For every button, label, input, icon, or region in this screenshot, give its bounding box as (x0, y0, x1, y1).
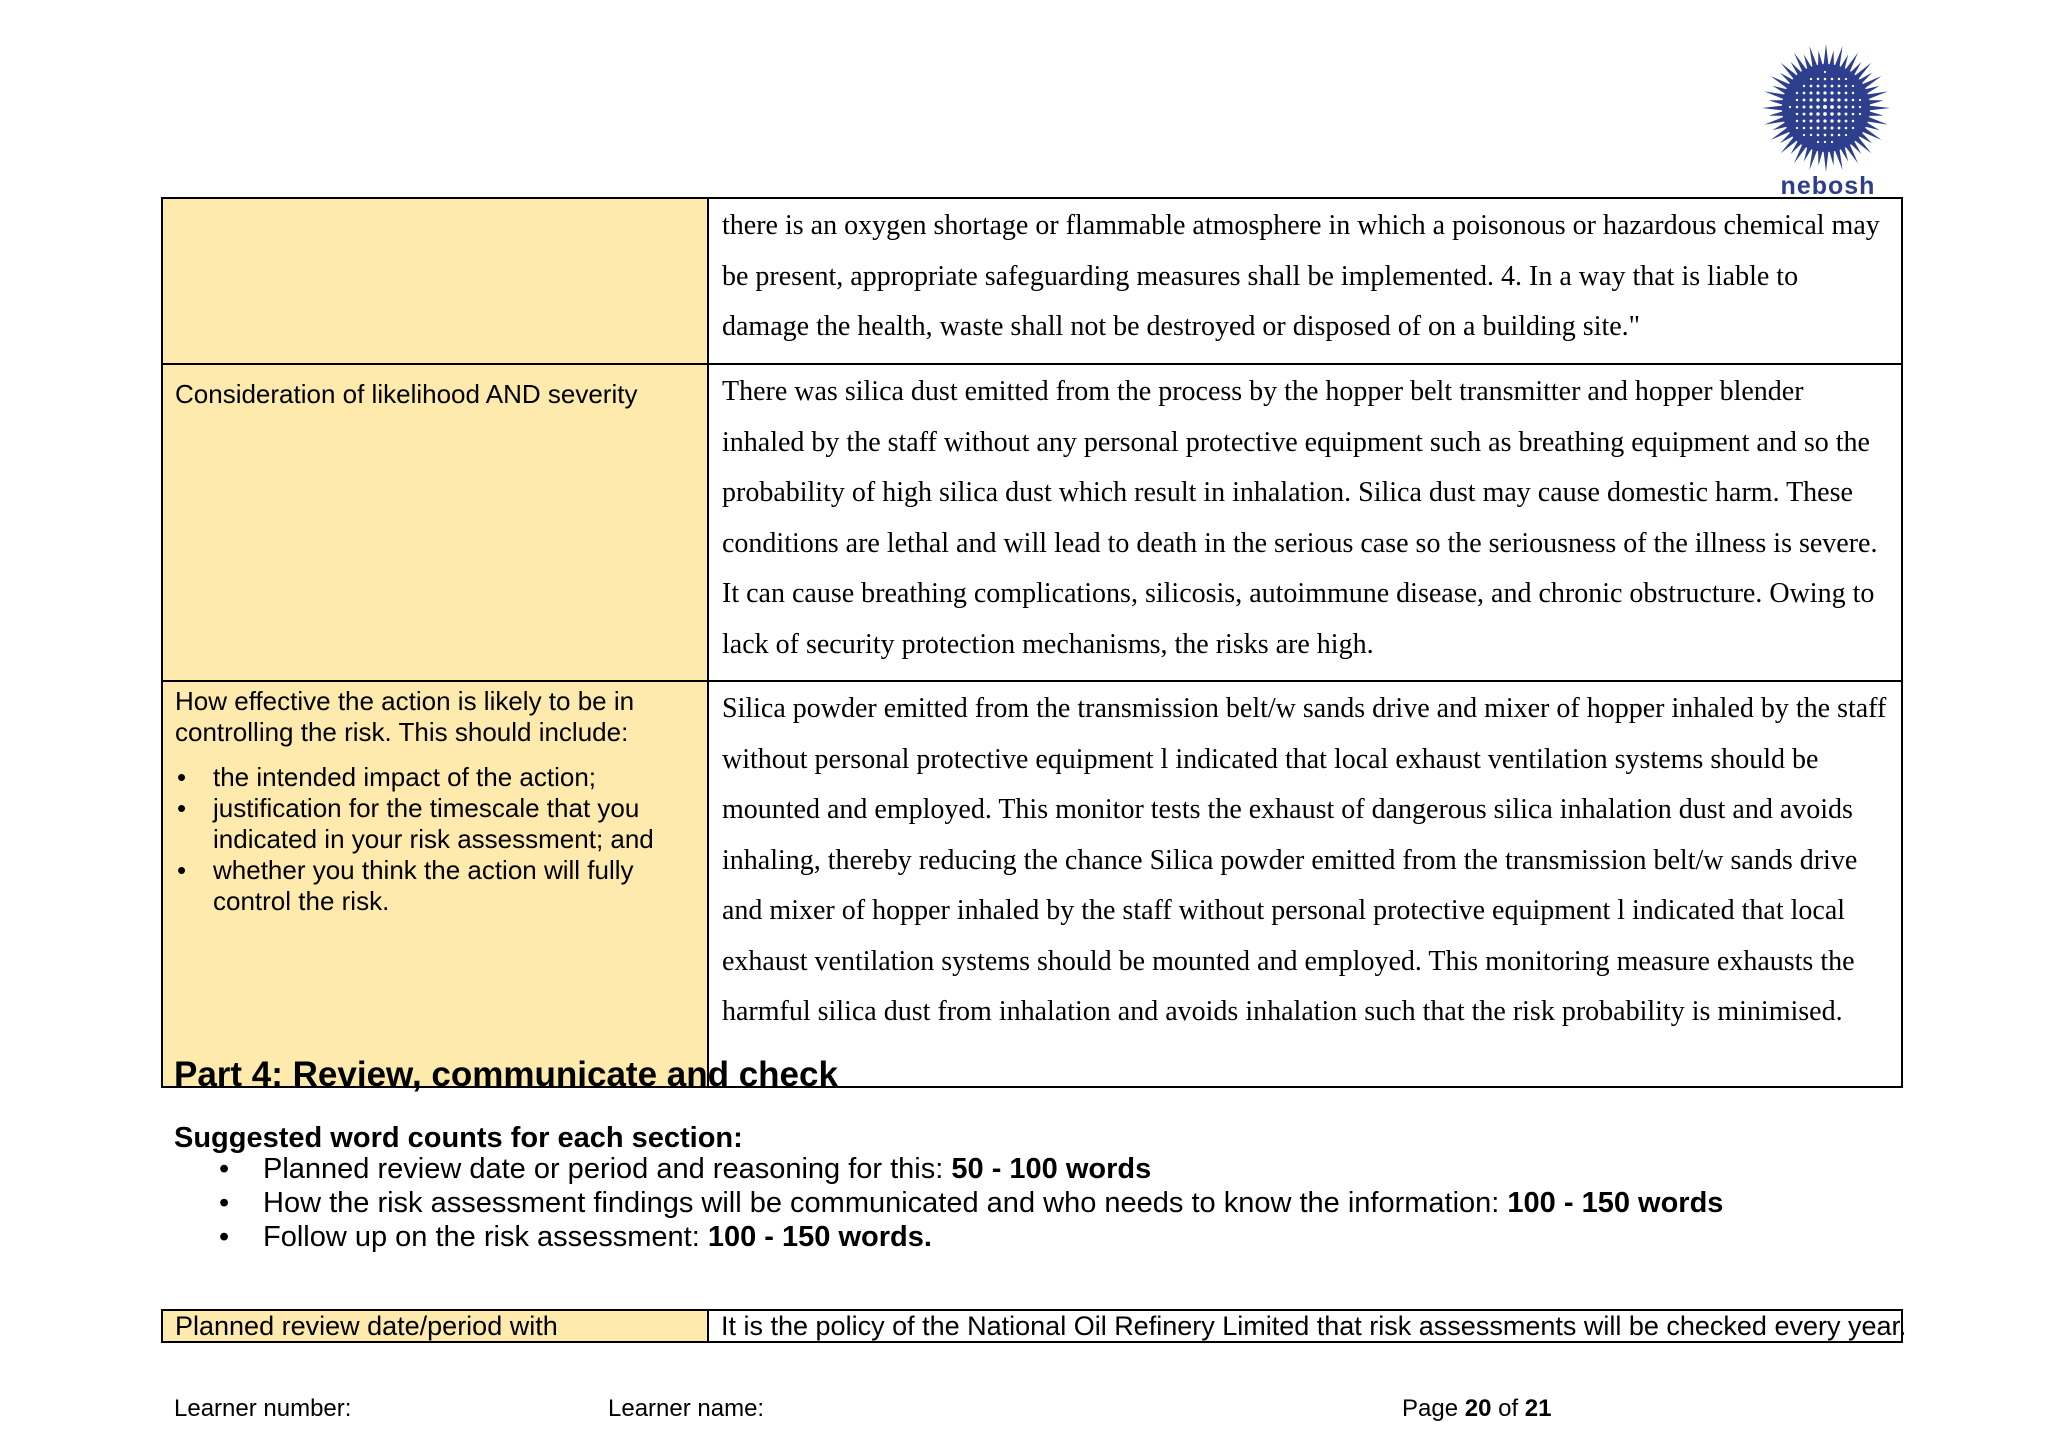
item-text: How the risk assessment findings will be communicated and who needs to know the information: (263, 1187, 1508, 1219)
review-period-label: Planned review date/period with (162, 1310, 708, 1342)
page-word: Page (1402, 1395, 1459, 1422)
page-indicator (1402, 1395, 1552, 1423)
logo-wordmark: nebosh (1780, 172, 1876, 200)
list-item: • the intended impact of the action; (213, 762, 695, 793)
effectiveness-intro: How effective the action is likely to be in controlling the risk. This should include: (175, 686, 635, 747)
row-answer: Silica powder emitted from the transmission belt/w sands drive and mixer of hopper inhaled by the staff without personal protective equipment l indicated that local exhaust ventilation systems should be mounted and employed. This monitor tests the exhaust of dangerous silica inhalation dust and avoids inhaling, thereby reducing the chance Silica powder emitted from the transmission belt/w sands drive and mixer of hopper inhaled by the staff without personal protective equipment l indicated that local exhaust ventilation systems should be mounted and employed. This monitoring measure exhausts the harmful silica dust from inhalation and avoids inhalation such that the risk probability is minimised. (708, 681, 1902, 1087)
learner-name-label: Learner name: (608, 1395, 765, 1422)
page-total: 21 (1524, 1395, 1552, 1422)
learner-number-label: Learner number: (174, 1395, 352, 1422)
page-of: of (1498, 1395, 1519, 1422)
list-item (263, 1220, 1723, 1254)
table-row (162, 681, 1902, 1087)
page-current: 20 (1464, 1395, 1492, 1422)
word-count: 100 - 150 words (1507, 1187, 1724, 1219)
table-row (162, 198, 1902, 364)
section-heading: Part 4: Review, communicate and check (174, 1055, 838, 1094)
word-count: 100 - 150 words. (707, 1221, 932, 1253)
row-label-effectiveness (162, 681, 708, 1087)
row-answer: There was silica dust emitted from the process by the hopper belt transmitter and hopper blender inhaled by the staff without any personal protective equipment such as breathing equipment and so the probability of high silica dust which result in inhalation. Silica dust may cause domestic harm. These conditions are lethal and will lead to death in the serious case so the seriousness of the illness is severe. It can cause breathing complications, silicosis, autoimmune disease, and chronic obstructure. Owing to lack of security protection mechanisms, the risks are high. (708, 364, 1902, 681)
list-item (263, 1152, 1723, 1186)
row-label-likelihood-severity: Consideration of likelihood AND severity (162, 364, 708, 681)
table-row (162, 364, 1902, 681)
list-item: • whether you think the action will fully control the risk. (213, 855, 695, 917)
list-item (263, 1186, 1723, 1220)
item-text: Follow up on the risk assessment: (263, 1221, 708, 1253)
table-row (162, 1310, 1902, 1342)
row-label-empty (162, 198, 708, 364)
risk-assessment-table (161, 197, 1903, 1088)
row-answer: there is an oxygen shortage or flammable atmosphere in which a poisonous or hazardous chemical may be present, appropriate safeguarding measures shall be implemented. 4. In a way that is liable to damage the health, waste shall not be destroyed or disposed of on a building site." (708, 198, 1902, 364)
word-counts-list (263, 1152, 1723, 1254)
review-period-answer: It is the policy of the National Oil Refinery Limited that risk assessments will be checked every year. (708, 1310, 1902, 1342)
review-table (161, 1309, 1907, 1343)
word-counts-heading: Suggested word counts for each section: (174, 1122, 743, 1154)
word-count: 50 - 100 words (951, 1153, 1152, 1185)
effectiveness-criteria-list (175, 762, 695, 917)
list-item: • justification for the timescale that you indicated in your risk assessment; and (213, 793, 695, 855)
item-text: Planned review date or period and reasoning for this: (263, 1153, 952, 1185)
